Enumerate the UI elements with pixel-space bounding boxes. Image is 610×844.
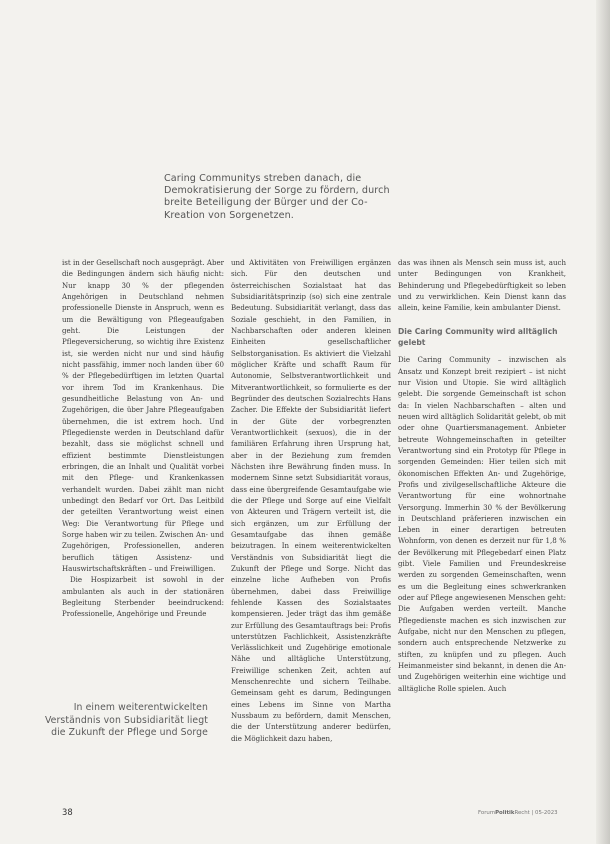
publication-prefix: Forum — [478, 810, 496, 816]
section-subheading: Die Caring Community wird alltäglich gelebt — [398, 326, 558, 347]
paragraph: und Aktivitäten von Freiwilligen ergänzen sich. Für den deutschen und österreichischen Sozialstaat hat das Subsidiaritätsprinzip (so) sich eine zentrale Bedeutung. Subsidiarität verlangt, dass das Soziale geschieht, in den Familien, in Nachbarschaften oder anderen kleinen Einheiten gesellschaftlicher Selbstorganisation. Es aktiviert die Vielzahl möglicher Kräfte und schafft Raum für Autonomie, Selbstverantwortlichkeit und Mitverantwortlichkeit, so formulierte es der Begründer des deutschen Sozialrechts Hans Zacher. Die Effekte der Subsidiarität liefert in der Güte der vorbegrenzten Verantwortlichkeit (sexuos), die in der familiären Erfahrung ihren Ursprung hat, aber in der Beziehung zum fremden Nächsten ihre Bewährung finden muss. In modernem Sinne setzt Subsidiarität voraus, dass eine übergreifende Gesamtaufgabe wie die der Pflege und Sorge auf eine Vielfalt von Akteuren und Trägern verteilt ist, die sich ergänzen, um zur Erfüllung der Gesamtaufgabe das ihnen gemäße beizutragen. In einem weiterentwickelten Verständnis von Subsidiarität liegt die Zukunft der Pflege und Sorge. Nicht das einzelne liche Aufheben von Profis übernehmen, dabei dass Freiwillige fehlende Kassen des Sozialstaates kompensieren. Jeder trägt das ihm gemäße zur Erfüllung des Gesamtauftrags bei: Profis unterstützen Fachlichkeit, Assistenzkräfte Verlässlichkeit und Zugehörige emotionale Nähe und alltägliche Unterstützung, Freiwillige schenken Zeit, achten auf Menschenrechte und sichern Teilhabe. Gemeinsam geht es darum, Bedingungen eines Lebens im Sinne von Martha Nussbaum zu befördern, damit Menschen, die der Unterstützung anderer bedürfen, die Möglichkeit dazu haben, — [231, 258, 391, 743]
paragraph: Die Hospizarbeit ist sowohl in der ambulanten als auch in der stationären Begleitung Sterbender beeindruckend: Professionelle, Angehörige und Freunde — [62, 575, 224, 619]
text-column-1 — [62, 257, 224, 627]
pull-quote-bottom: In einem weiterentwickelten Verständnis von Subsidiarität liegt die Zukunft der Pflege und Sorge — [44, 702, 208, 738]
issue-number: | 05-2023 — [531, 810, 558, 816]
text-column-2 — [231, 257, 391, 831]
publication-name: Politik — [495, 810, 515, 816]
paragraph: das was ihnen als Mensch sein muss ist, auch unter Bedingungen von Krankheit, Behinderung und Pflegebedürftigkeit so leben und zu verwirklichen. Kein Dienst kann das allein, keine Familie, kein ambulanter Dienst. — [398, 258, 566, 313]
page-edge-shadow — [596, 0, 610, 844]
publication-suffix: Recht — [514, 810, 530, 816]
pull-quote-top: Caring Communitys streben danach, die Demokratisierung der Sorge zu fördern, durch breite Beteiligung der Bürger und der Co-Kreation von Sorgenetzen. — [164, 173, 390, 221]
page-number: 38 — [62, 807, 73, 817]
paragraph: ist in der Gesellschaft noch ausgeprägt. Aber die Bedingungen ändern sich häufig nicht: Nur knapp 30 % der pflegenden Angehörigen in Deutschland nehmen professionelle Dienste in Anspruch, wenn es um die Bewältigung von Pflegeaufgaben geht. Die Leistungen der Pflegeversicherung, so wichtig ihre Existenz ist, sie werden nicht nur und sind häufig nicht passfähig, immer noch landen über 60 % der Pflegebedürftigen im letzten Quartal vor ihrem Tod im Krankenhaus. Die gesundheitliche Belastung von An- und Zugehörigen, die über Jahre Pflegeaufgaben übernehmen, die ist extrem hoch. Und Pflegedienste werden in Deutschland dafür bezahlt, dass sie möglichst schnell und effizient bestimmte Dienstleistungen erbringen, die an Inhalt und Qualität vorbei mit den Pflege- und Krankenkassen verhandelt wurden. Dabei zählt man nicht unbedingt den Bedarf vor Ort. Das Leitbild der geteilten Verantwortung weist einen Weg: Die Verantwortung für Pflege und Sorge haben wir zu teilen. Zwischen An- und Zugehörigen, Professionellen, anderen beruflich tätigen Assistenz- und Hauswirtschaftskräften – und Freiwilligen. — [62, 258, 224, 573]
paragraph: Die Caring Community – inzwischen als Ansatz und Konzept breit rezipiert – ist nicht nur Vision und Utopie. Sie wird alltäglich gelebt. Die sorgende Gemeinschaft ist schon da: In vielen Nachbarschaften – alten und neuen wird alltäglich Solidarität gelebt, ob mit oder ohne Quartiersmanagement. Anbieter betreute Wohngemeinschaften in geteilter Verantwortung sind ein Prototyp für Pflege in sorgenden Gemeinden: Hier teilen sich mit ökonomischen Effekten An- und Zugehörige, Profis und zivilgesellschaftliche Akteure die Verantwortung für eine wohnortnahe Versorgung. Immerhin 30 % der Bevölkerung in Deutschland präferieren inzwischen ein Leben in einer derartigen betreuten Wohnform, von denen es derzeit nur für 1,8 % der Bevölkerung mit Pflegebedarf einen Platz gibt. Viele Familien und Freundeskreise werden zu sorgenden Gemeinschaften, wenn es um die Begleitung eines schwerkranken oder auf Pflege angewiesenen Menschen geht: Die Aufgaben werden verteilt. Manche Pflegedienste machen es sich inzwischen zur Aufgabe, nicht nur den Menschen zu pflegen, sondern auch entsprechende Netzwerke zu stiften, zu knüpfen und zu pflegen. Auch Heimanmeister sind bekannt, in denen die An- und Zugehörigen weiterhin eine wichtige und alltägliche Rolle spielen. Auch — [398, 355, 566, 693]
footer-publication — [478, 810, 558, 816]
text-column-3 — [398, 257, 566, 831]
